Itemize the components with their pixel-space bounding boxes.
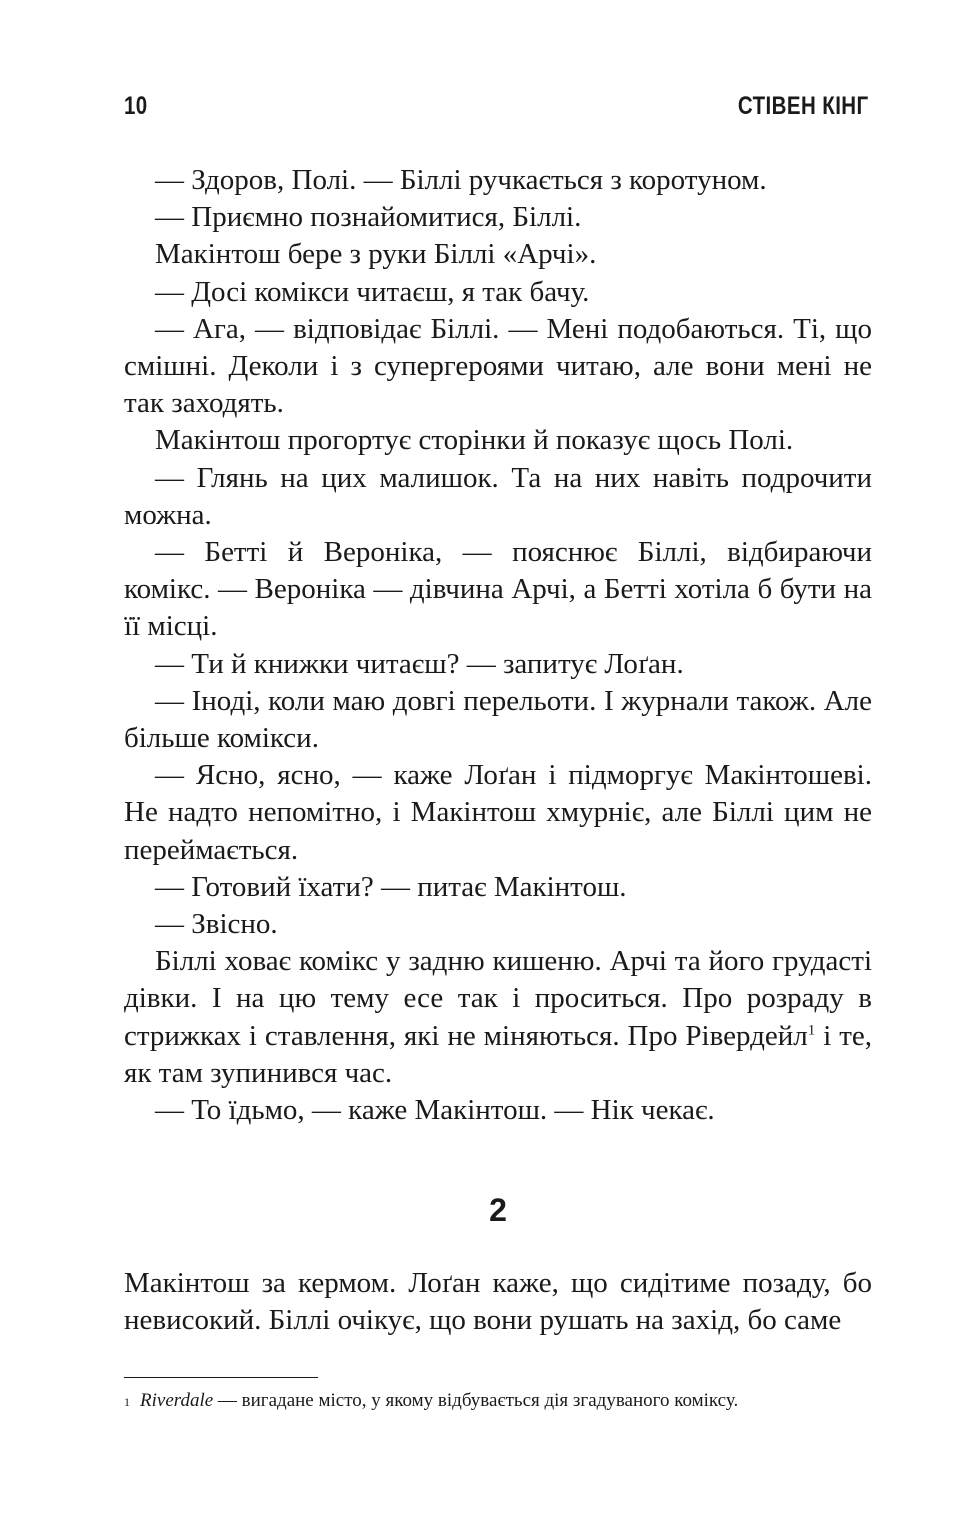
footnote-term: Riverdale: [140, 1390, 214, 1411]
paragraph: — Приємно познайомитися, Біллі.: [155, 201, 582, 234]
paragraph: Макінтош за кермом. Лоґан каже, що сидітиме позаду, бо невисокий. Біллі очікує, що вони рушать на захід, бо саме: [124, 1267, 872, 1337]
paragraph: — Досі комікси читаєш, я так бачу.: [155, 275, 590, 308]
footnote-divider: [124, 1377, 318, 1378]
paragraph: — Ясно, ясно, — каже Лоґан і підморгує Макінтошеві. Не надто непомітно, і Макінтош хмурніє, але Біллі цим не переймається.: [124, 759, 872, 866]
paragraph-text-after-ref: і те, як там зупинився час.: [124, 1019, 872, 1089]
footnote-reference[interactable]: 1: [807, 1022, 816, 1039]
body-text: [124, 162, 872, 1129]
paragraph: — Бетті й Вероніка, — пояснює Біллі, відбираючи комікс. — Вероніка — дівчина Арчі, а Бетті хотіла б бути на її місці.: [124, 536, 872, 643]
paragraph: — Глянь на цих малишок. Та на них навіть подрочити можна.: [124, 461, 872, 531]
paragraph-text-before-ref: Біллі ховає комікс у задню кишеню. Арчі та його грудасті дівки. І на цю тему есе так і проситься. Про розраду в стрижках і ставлення, які не міняються. Про Рівердейл: [124, 945, 872, 1052]
footnote-mark: 1: [124, 1395, 130, 1409]
paragraph: — Ти й книжки читаєш? — запитує Лоґан.: [155, 647, 684, 680]
page-header: [124, 92, 869, 128]
paragraph: — Здоров, Полі. — Біллі ручкається з коротуном.: [155, 164, 767, 196]
paragraph-with-footnote: [124, 943, 872, 1092]
section-number: 2: [489, 1192, 507, 1228]
paragraph: — Іноді, коли маю довгі перельоти. І журнали також. Але більше комікси.: [124, 684, 872, 755]
page-number: 10: [124, 92, 148, 120]
paragraph: Макінтош бере з руки Біллі «Арчі».: [155, 238, 597, 271]
paragraph: — Готовий їхати? — питає Макінтош.: [155, 870, 627, 903]
paragraph: Макінтош прогортує сторінки й показує щось Полі.: [155, 424, 794, 457]
section-text: [124, 1265, 872, 1339]
paragraph: — Звісно.: [155, 908, 278, 941]
footnote: [124, 1388, 872, 1414]
footnote-text: — вигадане місто, у якому відбувається дія згадуваного коміксу.: [213, 1390, 739, 1411]
running-head: СТІВЕН КІНГ: [737, 92, 869, 120]
paragraph: — Ага, — відповідає Біллі. — Мені подобаються. Ті, що смішні. Деколи і з супергероями читаю, але вони мені не так заходять.: [124, 312, 872, 420]
paragraph: — То їдьмо, — каже Макінтош. — Нік чекає.: [155, 1094, 715, 1127]
